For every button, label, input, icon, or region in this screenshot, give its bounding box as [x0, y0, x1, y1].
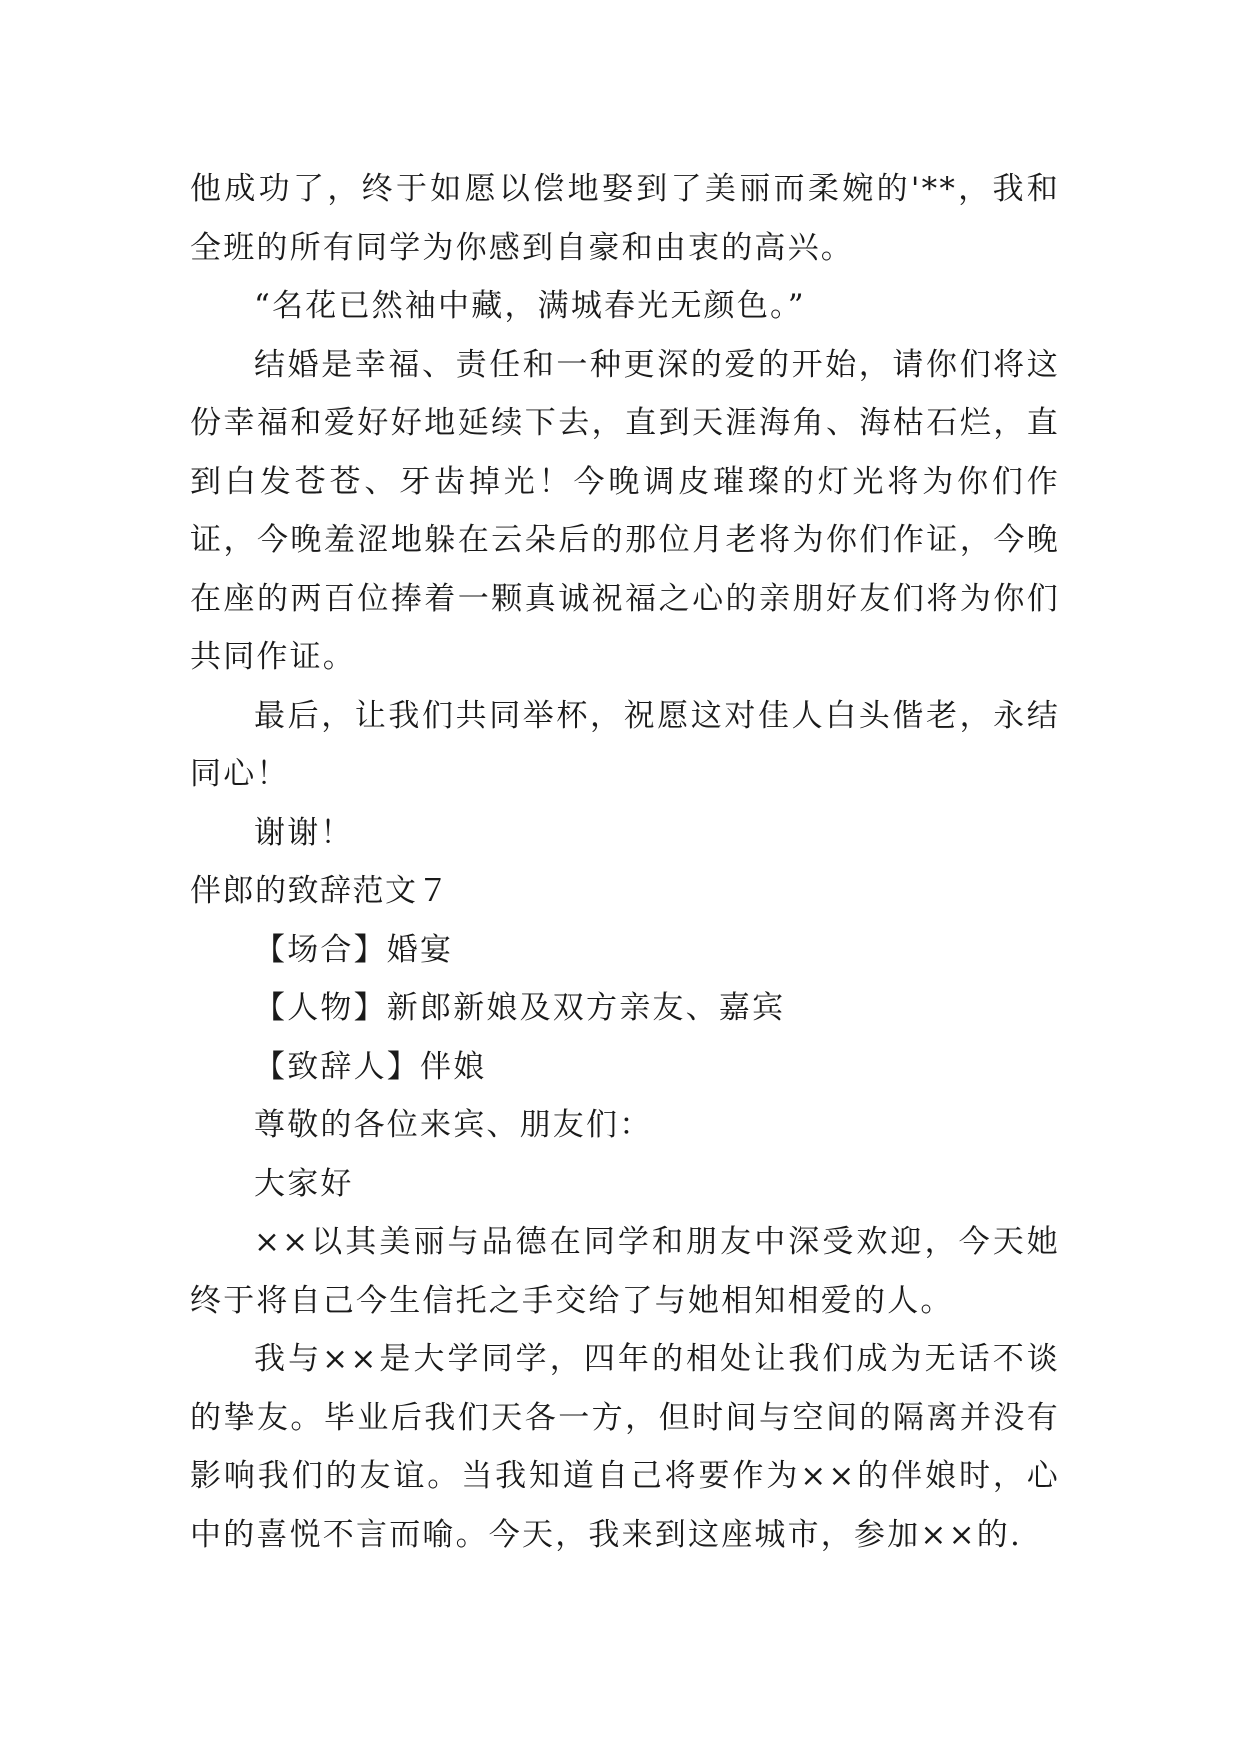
document-body: [190, 160, 1060, 1564]
paragraph: 最后，让我们共同举杯，祝愿这对佳人白头偕老，永结同心！: [190, 697, 1060, 792]
paragraph: 他成功了，终于如愿以偿地娶到了美丽而柔婉的'**，我和全班的所有同学为你感到自豪和由衷的高兴。: [190, 171, 1060, 266]
meta-people: 【人物】新郎新娘及双方亲友、嘉宾: [254, 990, 786, 1026]
section-heading: 伴郎的致辞范文７: [190, 873, 450, 909]
paragraph: 我与××是大学同学，四年的相处让我们成为无话不谈的挚友。毕业后我们天各一方，但时间与空间的隔离并没有影响我们的友谊。当我知道自己将要作为××的伴娘时，心中的喜悦不言而喻。今天，我来到这座城市，参加××的.: [190, 1341, 1060, 1553]
paragraph-quote: “名花已然袖中藏，满城春光无颜色。”: [254, 288, 806, 324]
paragraph: ××以其美丽与品德在同学和朋友中深受欢迎，今天她终于将自己今生信托之手交给了与她相知相爱的人。: [190, 1224, 1060, 1319]
paragraph-thanks: 谢谢！: [254, 814, 354, 851]
paragraph: 结婚是幸福、责任和一种更深的爱的开始，请你们将这份幸福和爱好好地延续下去，直到天涯海角、海枯石烂，直到白发苍苍、牙齿掉光！今晚调皮璀璨的灯光将为你们作证，今晚羞涩地躲在云朵后的那位月老将为你们作证，今晚在座的两百位捧着一颗真诚祝福之心的亲朋好友们将为你们共同作证。: [190, 346, 1060, 675]
meta-occasion: 【场合】婚宴: [254, 931, 454, 968]
salutation: 尊敬的各位来宾、朋友们：: [254, 1107, 653, 1143]
meta-speaker: 【致辞人】伴娘: [254, 1048, 487, 1085]
greeting: 大家好: [254, 1165, 354, 1202]
